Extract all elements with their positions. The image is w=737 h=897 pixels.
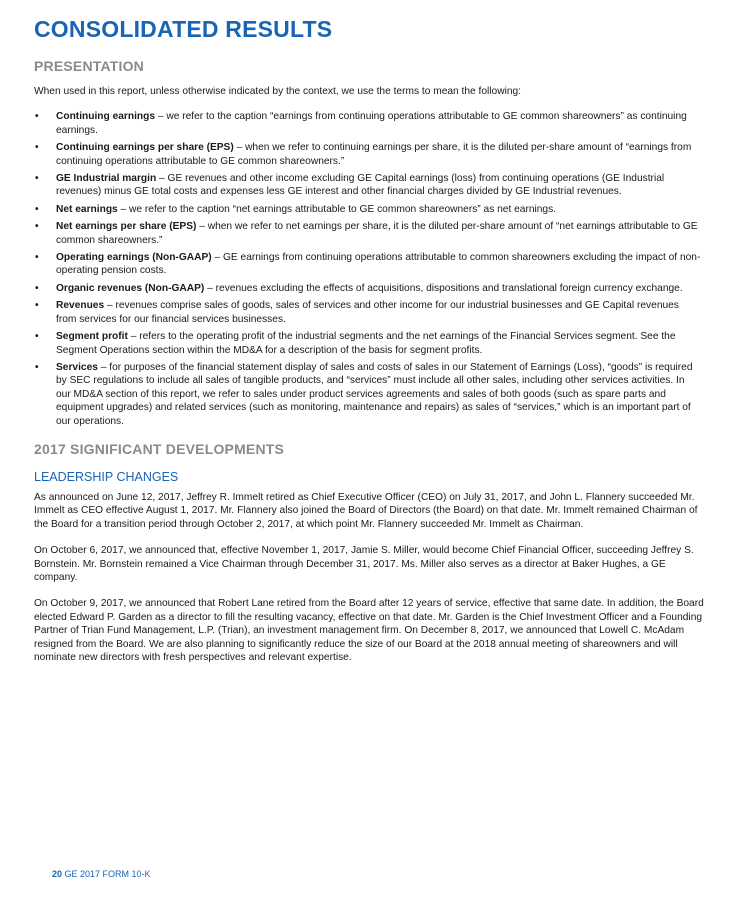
bullet-icon: •: [35, 252, 39, 264]
page-footer: [52, 868, 151, 880]
document-page: [34, 14, 704, 664]
definition-text: – we refer to the caption “net earnings attributable to GE common shareowners” as net earnings.: [117, 203, 557, 215]
bullet-icon: •: [35, 203, 39, 215]
definition-term: Net earnings: [56, 203, 118, 215]
definition-text: – GE revenues and other income excluding GE Capital earnings (loss) from continuing operations (GE Industrial revenues) minus GE total costs and expenses less GE interest and other financial charges divided by GE Industrial revenues.: [56, 173, 665, 198]
list-item: [34, 361, 704, 428]
definition-term: Services: [56, 361, 98, 373]
list-item: [34, 251, 704, 278]
definition-term: Continuing earnings per share (EPS): [56, 142, 234, 154]
definition-term: Net earnings per share (EPS): [56, 221, 197, 233]
definition-text: – for purposes of the financial statement display of sales and costs of sales in our Statement of Earnings (Loss), “goods” is required by SEC regulations to include all sales of tangible products, and “services” must include all other sales, including other services activities. In our MD&A section of this report, we refer to sales under product services agreements and sales of both goods (such as spare parts and equipment upgrades) and related services (such as monitoring, maintenance and repairs) as sales of “services,” which is an important part of our operations.: [56, 361, 693, 427]
list-item: [34, 282, 704, 295]
bullet-icon: •: [35, 282, 39, 294]
developments-heading: 2017 SIGNIFICANT DEVELOPMENTS: [34, 440, 285, 457]
definition-term: Continuing earnings: [56, 111, 156, 123]
leadership-paragraph: On October 6, 2017, we announced that, effective November 1, 2017, Jamie S. Miller, would become Chief Financial Officer, succeeding Jeffrey S. Bornstein. Mr. Bornstein remained a Vice Chairman through December 31, 2017. Ms. Miller also serves as a director at Baker Hughes, a GE company.: [34, 545, 694, 583]
definition-text: – GE earnings from continuing operations attributable to common shareowners excluding the impact of non-operating pension costs.: [56, 252, 701, 277]
definition-term: Operating earnings (Non-GAAP): [56, 252, 212, 264]
bullet-icon: •: [35, 142, 39, 154]
list-item: [34, 330, 704, 357]
definition-term: Revenues: [56, 300, 105, 312]
list-item: [34, 220, 704, 247]
definitions-list: [34, 110, 704, 428]
page-title: CONSOLIDATED RESULTS: [34, 16, 333, 42]
bullet-icon: •: [35, 361, 39, 373]
list-item: [34, 110, 704, 137]
leadership-paragraph: On October 9, 2017, we announced that Robert Lane retired from the Board after 12 years of service, effective that same date. In addition, the Board elected Edward P. Garden as a director to fill the resulting vacancy, effective on that date. Mr. Garden is the Chief Investment Officer and a Founding Partner of Trian Fund Management, L.P. (Trian), an investment management firm. On December 8, 2017, we announced that Lowell C. McAdam resigned from the Board. We are also planning to significantly reduce the size of our Board at the 2018 annual meeting of shareowners and will nominate new directors with fresh perspectives and relevant expertise.: [34, 598, 704, 663]
bullet-icon: •: [35, 331, 39, 343]
leadership-paragraph: As announced on June 12, 2017, Jeffrey R. Immelt retired as Chief Executive Officer (CEO) on July 31, 2017, and John L. Flannery succeeded Mr. Immelt as CEO effective August 1, 2017. Mr. Flannery also joined the Board of Directors (the Board) on that date. Mr. Immelt remained Chairman of the Board for a transition period through October 2, 2017, at which point Mr. Flannery succeeded Mr. Immelt as Chairman.: [34, 491, 698, 530]
definition-text: – revenues comprise sales of goods, sales of services and other income for our industrial businesses and GE Capital revenues from services for our financial services businesses.: [56, 300, 679, 325]
presentation-heading: PRESENTATION: [34, 58, 144, 74]
footer-doc-label: GE 2017 FORM 10-K: [64, 869, 151, 879]
definition-text: – when we refer to continuing earnings per share, it is the diluted per-share amount of “earnings from continuing operations attributable to GE common shareowners.”: [56, 142, 692, 167]
list-item: [34, 203, 704, 216]
definition-text: – we refer to the caption “earnings from continuing operations attributable to GE common shareowners” as continuing earnings.: [56, 111, 687, 136]
definition-text: – refers to the operating profit of the industrial segments and the net earnings of the Financial Services segment. See the Segment Operations section within the MD&A for a description of the basis for segment profits.: [56, 331, 676, 356]
definition-term: GE Industrial margin: [56, 173, 157, 185]
bullet-icon: •: [35, 300, 39, 312]
list-item: [34, 299, 704, 326]
list-item: [34, 141, 704, 168]
page-number: 20: [52, 869, 63, 879]
list-item: [34, 172, 704, 199]
leadership-changes-heading: LEADERSHIP CHANGES: [34, 469, 179, 484]
bullet-icon: •: [35, 173, 39, 185]
definition-text: – when we refer to net earnings per share, it is the diluted per-share amount of “net earnings attributable to GE common shareowners.”: [56, 221, 698, 246]
bullet-icon: •: [35, 221, 39, 233]
presentation-intro: When used in this report, unless otherwise indicated by the context, we use the terms to mean the following:: [34, 86, 521, 97]
definition-term: Organic revenues (Non-GAAP): [56, 282, 205, 294]
bullet-icon: •: [35, 111, 39, 123]
definition-term: Segment profit: [56, 331, 128, 343]
definition-text: – revenues excluding the effects of acquisitions, dispositions and translational foreign currency exchange.: [204, 282, 683, 294]
